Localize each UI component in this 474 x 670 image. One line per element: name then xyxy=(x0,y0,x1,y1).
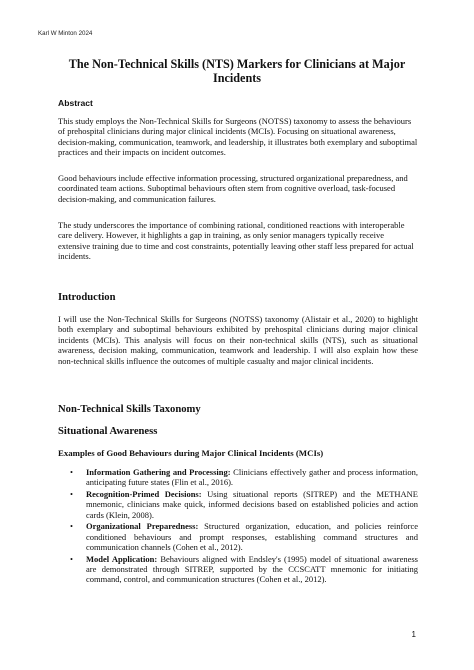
situational-awareness-heading: Situational Awareness xyxy=(58,426,158,437)
abstract-heading: Abstract xyxy=(58,98,93,108)
list-item xyxy=(58,554,418,585)
bullet-icon: • xyxy=(70,553,73,564)
list-item xyxy=(58,521,418,552)
list-item-term: Model Application: xyxy=(86,553,158,564)
page-number: 1 xyxy=(411,630,416,639)
running-head: Karl W Minton 2024 xyxy=(38,30,93,37)
good-behaviours-list xyxy=(58,467,418,586)
taxonomy-heading: Non-Technical Skills Taxonomy xyxy=(58,404,201,415)
abstract-paragraph-2: Good behaviours include effective information processing, structured organizational preparedness, and coordinated team actions. Suboptimal behaviours often stem from cognitive overload, task-focused decision-making, and communication failures. xyxy=(58,173,408,204)
list-item-term: Recognition-Primed Decisions: xyxy=(86,489,202,500)
list-item-term: Information Gathering and Processing: xyxy=(86,467,231,477)
list-item-text: Structured organization, education, and policies reinforce conditioned behaviours and prompt responses, establishing command structures and communication channels (Cohen et al., 2012). xyxy=(86,521,418,553)
document-title: The Non-Technical Skills (NTS) Markers for Clinicians at Major Incidents xyxy=(68,57,406,85)
list-item-term: Organizational Preparedness: xyxy=(86,521,199,532)
bullet-icon: • xyxy=(70,467,73,477)
introduction-paragraph: I will use the Non-Technical Skills for Surgeons (NOTSS) taxonomy (Alistair et al., 2020) to highlight both exemplary and suboptimal behaviours exhibited by prehospital clinicians during major clinical incidents (MCIs). This analysis will focus on their non-technical skills (NTS), such as situational awareness, decision making, communication, teamwork and leadership. I will also explain how these non-technical skills influence the outcomes of multiple casualty and major clinical incidents. xyxy=(58,314,418,366)
list-item-text: Clinicians effectively gather and process information, anticipating future states (Flin et al., 2016). xyxy=(86,467,418,488)
list-item xyxy=(58,467,418,488)
list-item-text: Using situational reports (SITREP) and the METHANE mnemonic, clinicians make quick, informed decisions based on established policies and action cards (Klein, 2008). xyxy=(86,489,419,520)
abstract-paragraph-3: The study underscores the importance of combining rational, conditioned reactions with interoperable care delivery. However, it highlights a gap in training, as only senior managers typically receive extensive training due to time and cost constraints, potentially leaving other staff less prepared for actual incidents. xyxy=(58,220,414,262)
list-item-text: Behaviours aligned with Endsley's (1995) model of situational awareness are demonstrated through SITREP, supported by the CCSCATT mnemonic for initiating command, control, and communication structures (Cohen et al., 2012). xyxy=(86,553,418,585)
abstract-paragraph-1: This study employs the Non-Technical Skills for Surgeons (NOTSS) taxonomy to assess the behaviours of prehospital clinicians during major clinical incidents (MCIs). Focusing on situational awareness, decision-making, communication, teamwork, and leadership, it illustrates both exemplary and suboptimal practices and their impacts on incident outcomes. xyxy=(58,116,418,158)
good-behaviours-heading: Examples of Good Behaviours during Major Clinical Incidents (MCIs) xyxy=(58,448,324,458)
list-item xyxy=(58,489,418,520)
introduction-heading: Introduction xyxy=(58,292,116,303)
bullet-icon: • xyxy=(70,489,73,500)
bullet-icon: • xyxy=(70,521,73,532)
